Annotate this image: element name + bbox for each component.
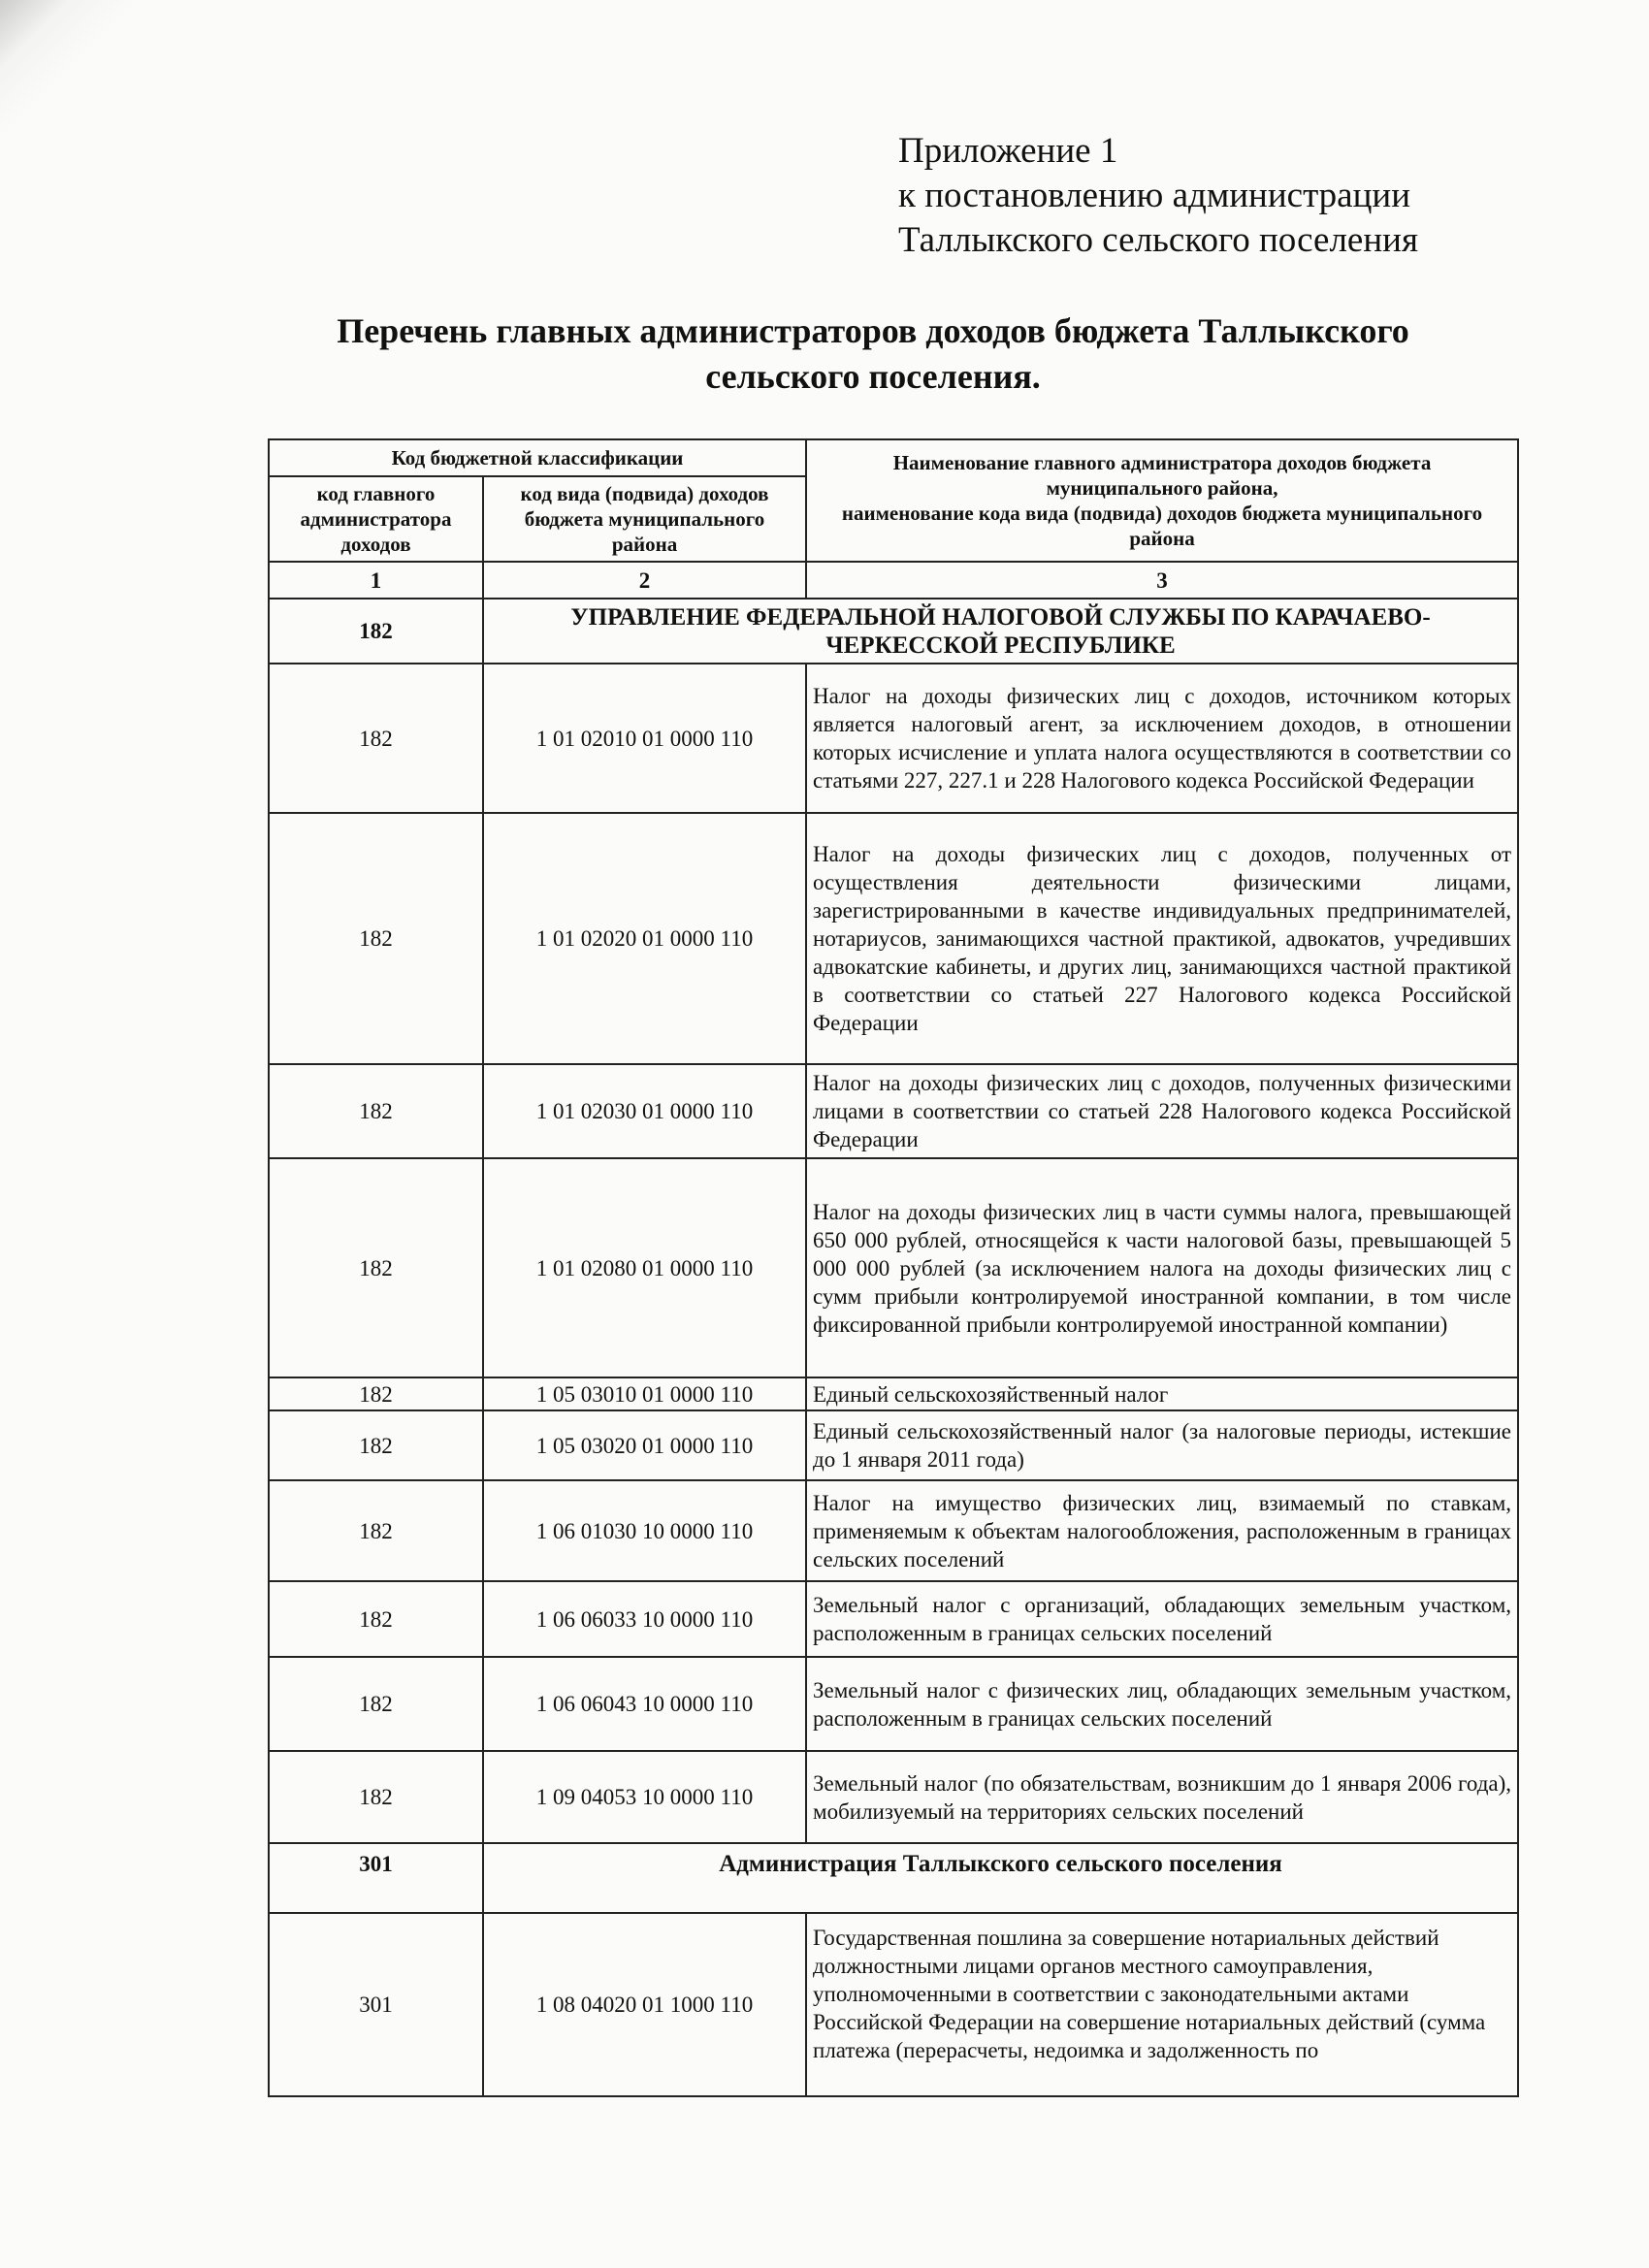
revenue-code-cell: 1 08 04020 01 1000 110 (483, 1913, 806, 2096)
revenue-code-cell: 1 06 06033 10 0000 110 (483, 1581, 806, 1657)
group-row (269, 1843, 1518, 1913)
header-col-3-line-1: Наименование главного администратора доходов бюджета муниципального района, (892, 451, 1432, 500)
admin-code-cell: 182 (269, 1480, 483, 1581)
appendix-line-1: Приложение 1 (898, 131, 1118, 171)
admin-code-cell: 182 (269, 1410, 483, 1480)
appendix-reference (898, 129, 1418, 263)
group-admin-code: 301 (269, 1843, 483, 1913)
admin-code-cell: 182 (269, 1751, 483, 1843)
admin-code-cell: 182 (269, 813, 483, 1064)
group-row (269, 599, 1518, 664)
revenue-name-cell: Земельный налог (по обязательствам, возникшим до 1 января 2006 года), мобилизуемый на территориях сельских поселений (806, 1751, 1518, 1843)
header-col-2: код вида (подвида) доходов бюджета муниципального района (483, 476, 806, 562)
admin-code-cell: 182 (269, 1377, 483, 1410)
revenue-code-cell: 1 05 03020 01 0000 110 (483, 1410, 806, 1480)
table-row (269, 1480, 1518, 1581)
admin-code-cell: 182 (269, 664, 483, 813)
header-col-1: код главного администратора доходов (269, 476, 483, 562)
revenue-code-cell: 1 01 02020 01 0000 110 (483, 813, 806, 1064)
group-admin-code: 182 (269, 599, 483, 664)
table-row (269, 1377, 1518, 1410)
admin-code-cell: 182 (269, 1657, 483, 1751)
header-col-3 (806, 439, 1518, 562)
admin-code-cell: 301 (269, 1913, 483, 2096)
table-row (269, 1158, 1518, 1377)
revenue-code-cell: 1 01 02010 01 0000 110 (483, 664, 806, 813)
title-line-1: Перечень главных администраторов доходов бюджета Таллыкского (337, 311, 1409, 350)
revenue-name-cell: Налог на доходы физических лиц в части суммы налога, превышающей 650 000 рублей, относящейся к части налоговой базы, превышающей 5 000 000 рублей (за исключением налога на доходы физических лиц с сумм прибыли контролируемой иностранной компании, в том числе фиксированной прибыли контролируемой иностранной компании) (806, 1158, 1518, 1377)
revenue-name-cell: Налог на доходы физических лиц с доходов, полученных от осуществления деятельности физическими лицами, зарегистрированными в качестве индивидуальных предпринимателей, нотариусов, занимающихся частной практикой, адвокатов, учредивших адвокатские кабинеты, и других лиц, занимающихся частной практикой в соответствии со статьей 227 Налогового кодекса Российской Федерации (806, 813, 1518, 1064)
title-line-2: сельского поселения. (705, 357, 1041, 396)
group-admin-name: Администрация Таллыкского сельского поселения (483, 1843, 1518, 1913)
table-row (269, 1913, 1518, 2096)
admin-code-cell: 182 (269, 1581, 483, 1657)
admin-code-cell: 182 (269, 1158, 483, 1377)
revenue-name-cell: Единый сельскохозяйственный налог (за налоговые периоды, истекшие до 1 января 2011 года) (806, 1410, 1518, 1480)
group-admin-name: УПРАВЛЕНИЕ ФЕДЕРАЛЬНОЙ НАЛОГОВОЙ СЛУЖБЫ ПО КАРАЧАЕВО-ЧЕРКЕССКОЙ РЕСПУБЛИКЕ (483, 599, 1518, 664)
revenue-name-cell: Земельный налог с физических лиц, обладающих земельным участком, расположенным в границах сельских поселений (806, 1657, 1518, 1751)
revenue-code-cell: 1 06 01030 10 0000 110 (483, 1480, 806, 1581)
admin-code-cell: 182 (269, 1064, 483, 1158)
column-number-2: 2 (483, 562, 806, 599)
scan-edge-shadow (0, 0, 291, 291)
appendix-line-3: Таллыкского сельского поселения (898, 220, 1418, 260)
table-row (269, 1064, 1518, 1158)
document-title (242, 308, 1504, 400)
table-row (269, 1751, 1518, 1843)
header-col-3-line-2: наименование кода вида (подвида) доходов бюджета муниципального района (841, 502, 1483, 550)
revenue-name-cell: Налог на доходы физических лиц с доходов, источником которых является налоговый агент, за исключением доходов, в отношении которых исчисление и уплата налога осуществляются в соответствии со статьями 227, 227.1 и 228 Налогового кодекса Российской Федерации (806, 664, 1518, 813)
revenue-code-cell: 1 09 04053 10 0000 110 (483, 1751, 806, 1843)
revenue-name-cell: Единый сельскохозяйственный налог (806, 1377, 1518, 1410)
table-row (269, 1581, 1518, 1657)
table-row (269, 1657, 1518, 1751)
revenue-code-cell: 1 01 02080 01 0000 110 (483, 1158, 806, 1377)
revenue-name-cell: Налог на имущество физических лиц, взимаемый по ставкам, применяемым к объектам налогообложения, расположенным в границах сельских поселений (806, 1480, 1518, 1581)
column-number-1: 1 (269, 562, 483, 599)
table-row (269, 1410, 1518, 1480)
appendix-line-2: к постановлению администрации (898, 176, 1411, 215)
revenue-name-cell: Государственная пошлина за совершение нотариальных действий должностными лицами органов местного самоуправления, уполномоченными в соответствии с законодательными актами Российской Федерации на совершение нотариальных действий (сумма платежа (перерасчеты, недоимка и задолженность по (806, 1913, 1518, 2096)
revenue-code-cell: 1 05 03010 01 0000 110 (483, 1377, 806, 1410)
table-row (269, 664, 1518, 813)
revenue-code-cell: 1 06 06043 10 0000 110 (483, 1657, 806, 1751)
header-budget-classification: Код бюджетной классификации (269, 439, 806, 476)
revenue-code-cell: 1 01 02030 01 0000 110 (483, 1064, 806, 1158)
revenue-name-cell: Налог на доходы физических лиц с доходов, полученных физическими лицами в соответствии со статьей 228 Налогового кодекса Российской Федерации (806, 1064, 1518, 1158)
revenue-name-cell: Земельный налог с организаций, обладающих земельным участком, расположенным в границах сельских поселений (806, 1581, 1518, 1657)
table-row (269, 813, 1518, 1064)
revenue-administrators-table (268, 438, 1519, 2097)
column-number-3: 3 (806, 562, 1518, 599)
